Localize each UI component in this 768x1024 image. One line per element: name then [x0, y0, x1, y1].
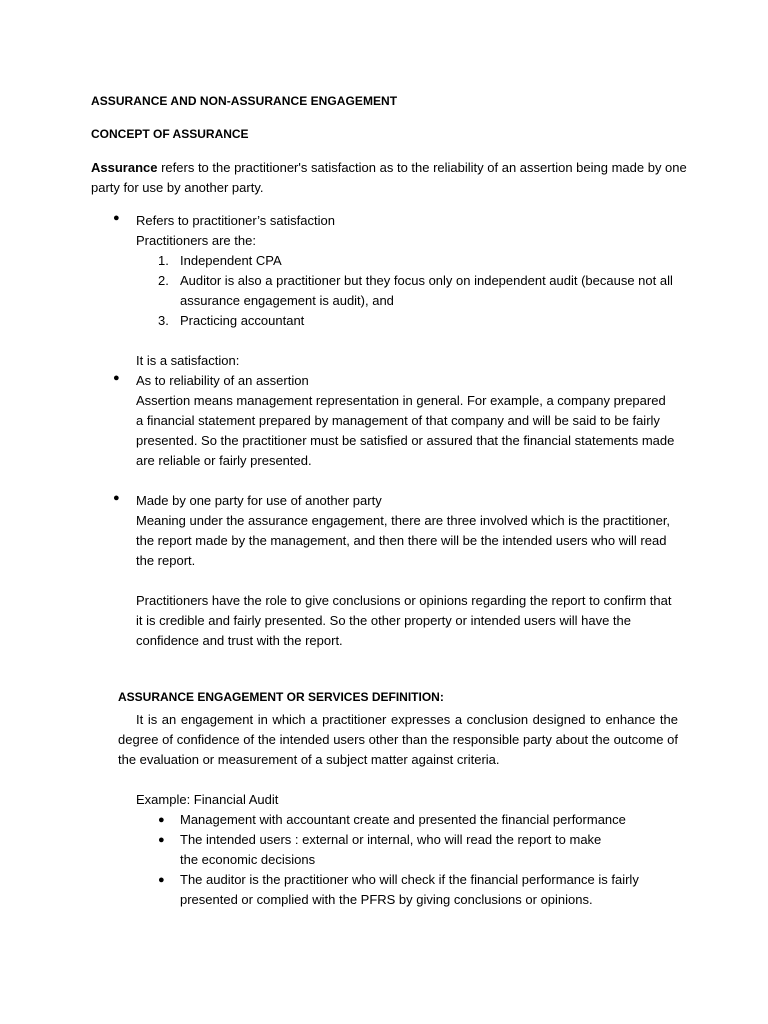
document-title: ASSURANCE AND NON-ASSURANCE ENGAGEMENT [91, 94, 398, 108]
item-text: Auditor is also a practitioner but they focus only on independent audit (because not all assurance engagement is audit), and [180, 273, 673, 308]
item-number: 3. [158, 313, 169, 328]
section-heading-definition: ASSURANCE ENGAGEMENT OR SERVICES DEFINITION: [118, 690, 444, 704]
item-text: Practicing accountant [180, 313, 305, 328]
numbered-item [158, 251, 678, 271]
example-item [158, 870, 678, 910]
bullet-marker: ● [113, 212, 120, 224]
intro-term: Assurance [91, 160, 158, 175]
example-item [158, 810, 678, 830]
section-heading-concept: CONCEPT OF ASSURANCE [91, 127, 249, 141]
bullet-marker: ● [113, 492, 120, 504]
example-label: Example: Financial Audit [136, 792, 279, 807]
bullet3-text: Meaning under the assurance engagement, there are three involved which is the practitioner, the report made by the management, and then there will be the intended users who will read the report. [136, 513, 671, 568]
example-item [158, 830, 678, 870]
satisfaction-line: It is a satisfaction: [136, 353, 240, 368]
numbered-item [158, 311, 678, 331]
intro-paragraph [91, 158, 691, 198]
definition-paragraph: It is an engagement in which a practitioner expresses a conclusion designed to enhance the degree of confidence of the intended users other than the responsible party about the outcome of the evaluation or measurement of a subject matter against criteria. [118, 712, 678, 767]
bullet-marker: ● [113, 372, 120, 384]
bullet2-text: Assertion means management representation in general. For example, a company prepared a financial statement prepared by management of that company and will be said to be fairly presented. So the practitioner must be satisfied or assured that the financial statements made are reliable or fairly presented. [136, 393, 675, 468]
bullet2-heading: As to reliability of an assertion [136, 373, 309, 388]
example-item-text: The auditor is the practitioner who will check if the financial performance is fairly presented or complied with the PFRS by giving conclusions or opinions. [180, 872, 639, 907]
example-list [158, 810, 678, 910]
example-item-text: The intended users : external or internal, who will read the report to make the economic decisions [180, 832, 602, 867]
bullet-marker: ● [158, 814, 165, 826]
item-number: 2. [158, 273, 169, 288]
bullet-marker: ● [158, 874, 165, 886]
numbered-item [158, 271, 678, 311]
numbered-list [158, 251, 678, 331]
bullet3-heading: Made by one party for use of another party [136, 493, 382, 508]
item-text: Independent CPA [180, 253, 282, 268]
intro-text: refers to the practitioner's satisfaction as to the reliability of an assertion being made by one party for use by another party. [91, 160, 687, 195]
bullet-marker: ● [158, 834, 165, 846]
bullet3-text2: Practitioners have the role to give conclusions or opinions regarding the report to confirm that it is credible and fairly presented. So the other property or intended users will have the confidence and trust with the report. [136, 593, 672, 648]
bullet1-heading: Refers to practitioner’s satisfaction [136, 213, 335, 228]
item-number: 1. [158, 253, 169, 268]
bullet1-subline: Practitioners are the: [136, 233, 256, 248]
example-item-text: Management with accountant create and presented the financial performance [180, 812, 626, 827]
